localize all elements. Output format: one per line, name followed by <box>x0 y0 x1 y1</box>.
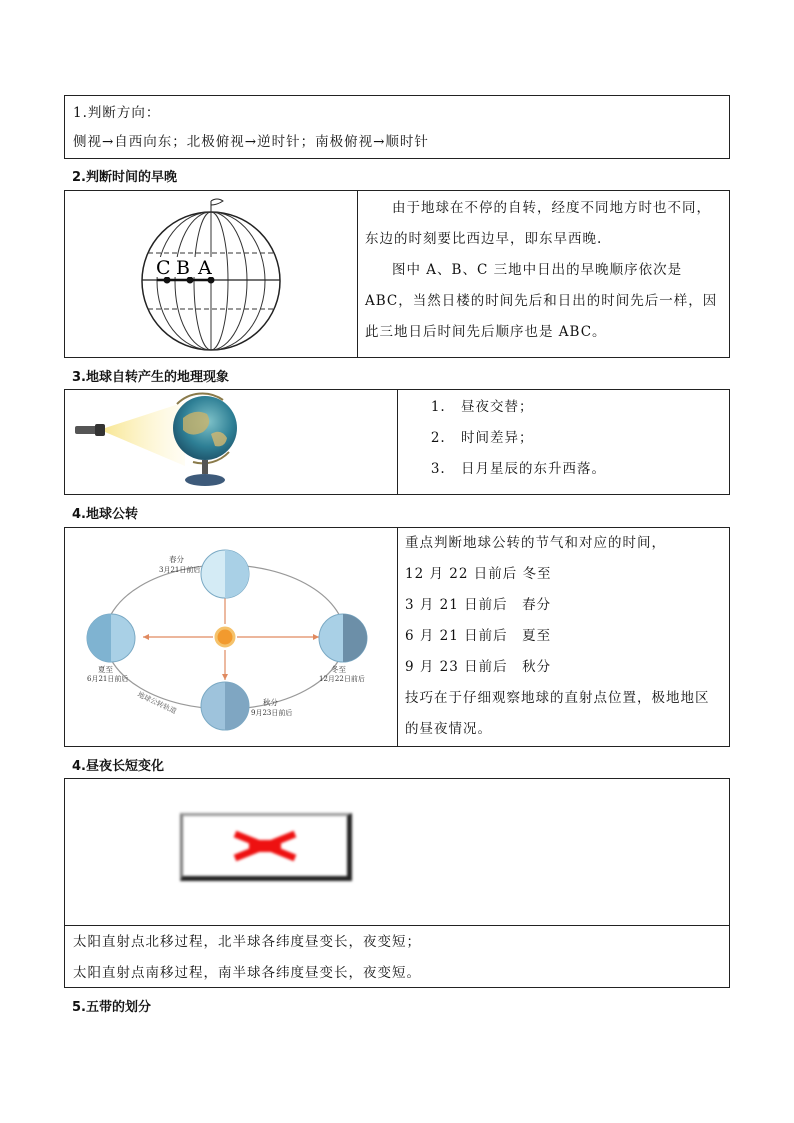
time-divider <box>357 191 358 357</box>
broken-image-icon <box>183 816 347 876</box>
section-heading-time: 2.判断时间的早晚 <box>72 170 177 185</box>
daylength-line-north: 太阳直射点北移过程，北半球各纬度昼变长，夜变短； <box>73 934 421 950</box>
earth-orbit-diagram <box>65 528 395 746</box>
label-b: B <box>176 257 190 279</box>
summer-label: 夏至 <box>98 665 113 674</box>
list-item: 1. 昼夜交替； <box>451 392 715 423</box>
spring-label: 春分 <box>169 555 184 564</box>
time-paragraph-1: 由于地球在不停的自转，经度不同地方时也不同，东边的时刻要比西边早，即东早西晚. <box>365 200 711 247</box>
list-item: 2. 时间差异； <box>451 423 715 454</box>
revolution-divider <box>397 528 398 746</box>
solar-term-row: 12 月 22 日前后 冬至 <box>405 566 552 582</box>
daylength-box <box>64 778 730 988</box>
rotation-box <box>64 389 730 495</box>
winter-label: 冬至 <box>331 665 346 674</box>
revolution-tip: 技巧在于仔细观察地球的直射点位置，极地地区的昼夜情况。 <box>405 690 710 737</box>
direction-title: 1.判断方向： <box>73 105 161 121</box>
revolution-intro: 重点判断地球公转的节气和对应的时间， <box>405 535 666 551</box>
autumn-date-label: 9月23日前后 <box>251 709 293 717</box>
revolution-text <box>405 528 723 745</box>
time-paragraph-2: 图中 A、B、C 三地中日出的早晚顺序依次是 ABC，当然日楼的时间先后和日出的时间先后一样，因此三地日后时间先后顺序也是 ABC。 <box>365 262 718 340</box>
label-a: A <box>198 257 212 279</box>
summer-date-label: 6月21日前后 <box>87 675 129 683</box>
globe-lamp-illustration <box>65 390 395 494</box>
solar-term-row: 6 月 21 日前后 夏至 <box>405 628 552 644</box>
section-heading-rotation: 3.地球自转产生的地理现象 <box>72 370 229 385</box>
rotation-divider <box>397 390 398 494</box>
rotation-phenomena-list <box>405 392 715 485</box>
orbit-label: 地球公转轨道 <box>136 690 178 716</box>
section-heading-revolution: 4.地球公转 <box>72 507 138 522</box>
daylength-text <box>73 927 723 989</box>
solar-term-row: 3 月 21 日前后 春分 <box>405 597 552 613</box>
daylength-line-south: 太阳直射点南移过程，南半球各纬度昼变长，夜变短。 <box>73 965 421 981</box>
section-heading-daylength: 4.昼夜长短变化 <box>72 759 164 774</box>
autumn-label: 秋分 <box>263 698 278 707</box>
direction-rules: 侧视→自西向东；北极俯视→逆时针；南极俯视→顺时针 <box>73 134 429 150</box>
revolution-box <box>64 527 730 747</box>
time-box <box>64 190 730 358</box>
broken-image-placeholder <box>180 813 352 881</box>
spring-date-label: 3月21日前后 <box>159 566 201 574</box>
list-item: 3. 日月星辰的东升西落。 <box>451 454 715 485</box>
label-c: C <box>156 257 171 279</box>
daylength-divider <box>65 925 729 926</box>
time-text <box>365 193 721 348</box>
rotation-list-wrap <box>405 392 715 485</box>
globe-abc-diagram <box>65 191 357 357</box>
solar-term-row: 9 月 23 日前后 秋分 <box>405 659 552 675</box>
winter-date-label: 12月22日前后 <box>319 675 365 683</box>
section-heading-zones: 5.五带的划分 <box>72 1000 151 1015</box>
direction-box <box>64 95 730 159</box>
